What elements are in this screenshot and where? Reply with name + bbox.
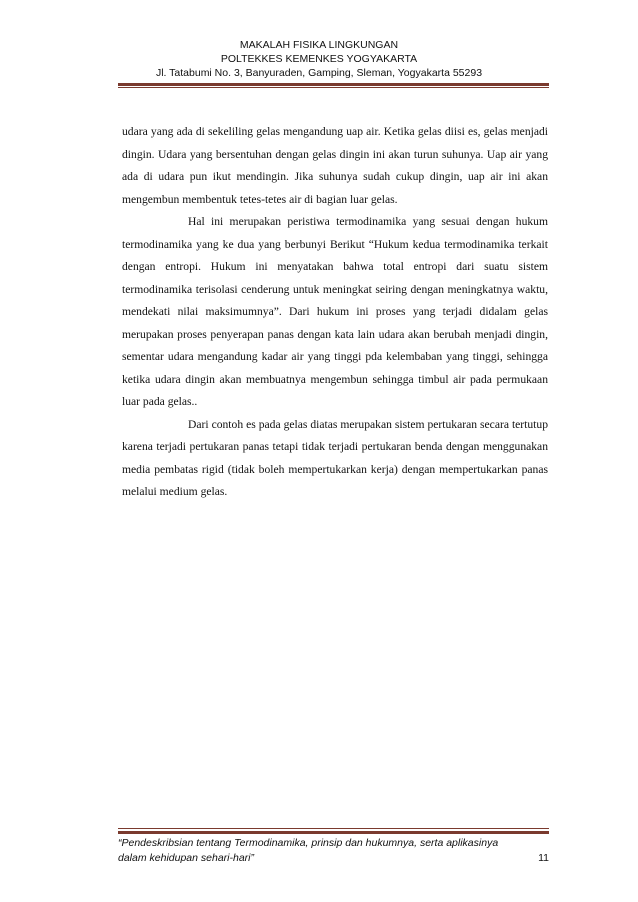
header-title: MAKALAH FISIKA LINGKUNGAN bbox=[239, 39, 399, 51]
footer-caption-line1: “Pendeskribsian tentang Termodinamika, prinsip dan hukumnya, serta aplikasinya bbox=[118, 837, 499, 849]
paragraph-1: udara yang ada di sekeliling gelas mengandung uap air. Ketika gelas diisi es, gelas menjadi dingin. Udara yang bersentuhan dengan gelas dingin ini akan turun suhunya. Uap air yang ada di udara pun ikut mendingin. Jika suhunya sudah cukup dingin, uap air ini akan mengembun membentuk tetes-tetes air di bagian luar gelas. bbox=[122, 125, 548, 206]
header-institution: POLTEKKES KEMENKES YOGYAKARTA bbox=[220, 53, 418, 65]
header-rule-thin bbox=[118, 87, 549, 88]
footer-rule-thin bbox=[118, 828, 549, 829]
page-header bbox=[0, 38, 638, 80]
footer-caption-line2: dalam kehidupan sehari-hari” bbox=[118, 851, 254, 864]
header-address: Jl. Tatabumi No. 3, Banyuraden, Gamping, Sleman, Yogyakarta 55293 bbox=[155, 67, 483, 79]
header-rule-thick bbox=[118, 83, 549, 86]
footer-rule-thick bbox=[118, 831, 549, 834]
page-footer bbox=[118, 836, 549, 865]
paragraph-3: Dari contoh es pada gelas diatas merupakan sistem pertukaran secara tertutup karena terjadi pertukaran panas tetapi tidak terjadi pertukaran benda dengan menggunakan media pembatas rigid (tidak boleh mempertukarkan kerja) dengan mempertukarkan panas melalui medium gelas. bbox=[122, 417, 548, 498]
page-number: 11 bbox=[538, 851, 549, 864]
body-text bbox=[122, 121, 548, 504]
paragraph-2: Hal ini merupakan peristiwa termodinamika yang sesuai dengan hukum termodinamika yang ke dua yang berbunyi Berikut “Hukum kedua termodinamika terkait dengan entropi. Hukum ini menyatakan bahwa total entropi dari suatu sistem termodinamika terisolasi cenderung untuk meningkat seiring dengan meningkatnya waktu, mendekati nilai maksimumnya”. Dari hukum ini proses yang terjadi didalam gelas merupakan proses penyerapan panas dengan kata lain udara akan berubah menjadi dingin, sementar udara mengandung kadar air yang tinggi pda kelembaban yang tinggi, sehingga ketika udara dingin akan membuatnya mengembun sehingga timbul air pada permukaan luar pada gelas.. bbox=[122, 215, 548, 408]
